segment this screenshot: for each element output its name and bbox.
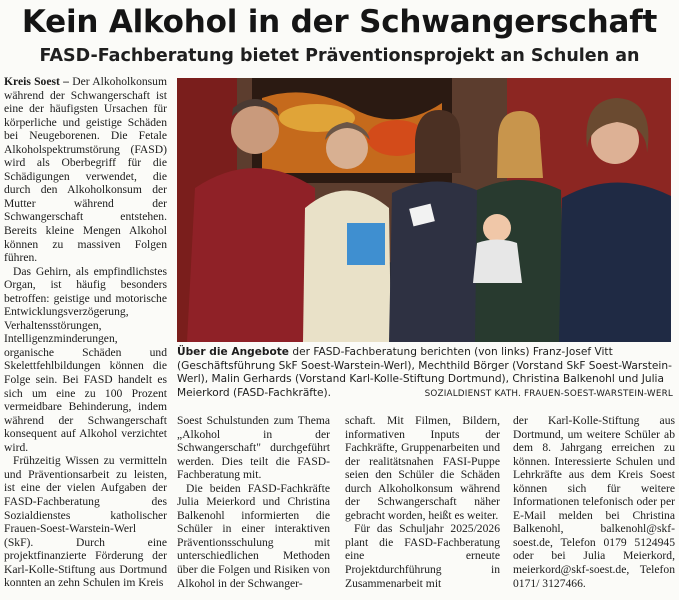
subheadline: FASD-Fachberatung bietet Präventionsprojekt an Schulen an xyxy=(39,46,640,66)
dateline: Kreis Soest – xyxy=(4,75,69,88)
paragraph: Das Gehirn, als empfindlichstes Organ, ist häufig besonders betroffen: geistige und motorische Entwicklungsverzögerung, Verhaltensstörungen, Intelligenzminderungen, organische Schäden und Skelettfehlbildungen können die Folge sein. Bei FASD handelt es sich um eine zu 100 Prozent vermeidbare Behinderung, indem während der Schwangerschaft konsequent auf Alkohol verzichtet wird. xyxy=(4,264,167,454)
group-photo xyxy=(177,78,671,342)
paragraph-text: Der Alkoholkonsum während der Schwangerschaft ist eine der häufigsten Ursachen für körperliche und geistige Schäden bei Neugeborenen. Die Fetale Alkoholspektrumstörung (FASD) wird als Oberbegriff für die Schädigungen verwendet, die durch den Alkoholkonsum der Mutter während der Schwangerschaft entstehen. Bereits kleine Mengen Alkohol können zu massiven Folgen führen. xyxy=(4,75,167,265)
paragraph: Für das Schuljahr 2025/2026 plant die FASD-Fachberatung eine erneute Projektdurchführung in Zusammenarbeit mit xyxy=(345,522,500,590)
paragraph: Soest Schulstunden zum Thema „Alkohol in der Schwangerschaft" durchgeführt werden. Dies teilt die FASD-Fachberatung mit. xyxy=(177,414,330,482)
paragraph: Die beiden FASD-Fachkräfte Julia Meierkord und Christina Balkenohl informierten die Schüler in einer interaktiven Präventionsschulung mit unterschiedlichen Methoden über die Folgen und Risiken von Alkohol in der Schwanger- xyxy=(177,481,330,590)
paragraph: Frühzeitig Wissen zu vermitteln und Präventionsarbeit zu leisten, ist eine der vielen Aufgaben der FASD-Fachberatung des Sozialdienstes katholischer Frauen-Soest-Warstein-Werl (SkF). Durch eine projektfinanzierte Förderung der Karl-Kolle-Stiftung aus Dortmund konnten an zehn Schulen im Kreis xyxy=(4,454,167,590)
photo-illustration xyxy=(177,78,671,342)
column-1 xyxy=(4,75,167,590)
paragraph: schaft. Mit Filmen, Bildern, informativen Inputs der Fachkräfte, Gruppenarbeiten und der realitätsnahen FASI-Puppe seien den Schüler die Schäden durch Alkoholkonsum während der Schwangerschaft näher gebracht worden, heißt es weiter. xyxy=(345,414,500,522)
photo-caption xyxy=(177,346,673,401)
caption-lead: Über die Angebote xyxy=(177,346,289,358)
column-2 xyxy=(177,414,330,590)
column-4 xyxy=(513,414,675,590)
headline: Kein Alkohol in der Schwangerschaft xyxy=(21,4,658,40)
paragraph xyxy=(4,75,167,265)
caption-text: der FASD-Fachberatung berichten (von links) Franz-Josef Vitt (Geschäftsführung SkF Soest-Warstein-Werl), Mechthild Börger (Vorstand SkF Soest-Warstein-Werl), Malin Gerhards (Vorstand Karl-Kolle-Stiftung Dortmund), Christina Balkenohl und Julia Meierkord (FASD-Fachkräfte). xyxy=(177,346,672,399)
paragraph: der Karl-Kolle-Stiftung aus Dortmund, um weitere Schüler ab dem 8. Jahrgang erreichen zu können. Interessierte Schulen und Lehrkräfte aus dem Kreis Soest können sich für weitere Informationen telefonisch oder per E-Mail melden bei Christina Balkenohl, balkenohl@skf-soest.de, Telefon 0179 5124945 oder bei Julia Meierkord, meierkord@skf-soest.de, Telefon 0171/ 3127466. xyxy=(513,414,675,590)
column-3 xyxy=(345,414,500,590)
photo-credit: SOZIALDIENST KATH. FRAUEN-SOEST-WARSTEIN-WERL xyxy=(424,388,673,399)
